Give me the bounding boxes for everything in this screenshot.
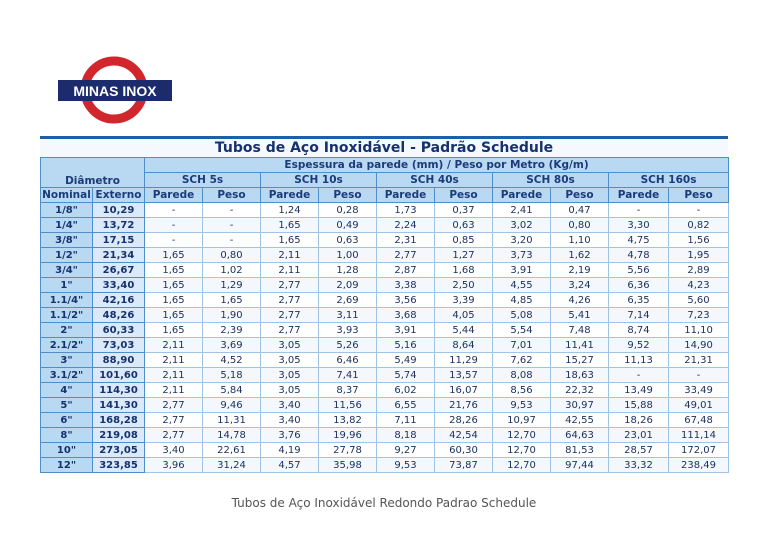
wall-cell: 28,57 [609, 443, 669, 458]
weight-cell: 3,93 [319, 323, 377, 338]
weight-cell: 4,23 [669, 278, 729, 293]
external-cell: 73,03 [93, 338, 145, 353]
external-cell: 60,33 [93, 323, 145, 338]
wall-cell: 3,73 [493, 248, 551, 263]
weight-cell: 1,27 [435, 248, 493, 263]
table-row [41, 233, 729, 248]
image-caption: Tubos de Aço Inoxidável Redondo Padrao Schedule [231, 496, 537, 510]
wall-cell: 2,77 [261, 293, 319, 308]
weight-cell: 5,60 [669, 293, 729, 308]
external-cell: 13,72 [93, 218, 145, 233]
weight-cell: 81,53 [551, 443, 609, 458]
wall-cell: 9,52 [609, 338, 669, 353]
weight-cell: 2,09 [319, 278, 377, 293]
weight-cell: - [203, 233, 261, 248]
wall-cell: 5,49 [377, 353, 435, 368]
nominal-cell: 4" [41, 383, 93, 398]
diameter-header: Diâmetro [41, 158, 145, 188]
weight-cell: 6,46 [319, 353, 377, 368]
wall-cell: 3,91 [493, 263, 551, 278]
weight-cell: 1,10 [551, 233, 609, 248]
weight-cell: 2,39 [203, 323, 261, 338]
weight-cell: 1,65 [203, 293, 261, 308]
weight-cell: 3,69 [203, 338, 261, 353]
wall-cell: 2,77 [145, 413, 203, 428]
weight-cell: 7,48 [551, 323, 609, 338]
wall-cell: 1,65 [145, 248, 203, 263]
wall-cell: 15,88 [609, 398, 669, 413]
table-row [41, 443, 729, 458]
minas-inox-logo [40, 55, 190, 125]
weight-cell: 97,44 [551, 458, 609, 473]
nominal-header: Nominal [42, 189, 91, 201]
table-row [41, 368, 729, 383]
weight-cell: 111,14 [669, 428, 729, 443]
weight-cell: 1,56 [669, 233, 729, 248]
nominal-cell: 3/4" [41, 263, 93, 278]
external-cell: 168,28 [93, 413, 145, 428]
external-cell: 219,08 [93, 428, 145, 443]
wall-cell: 4,78 [609, 248, 669, 263]
wall-cell: 1,73 [377, 203, 435, 218]
weight-cell: 0,82 [669, 218, 729, 233]
table-row [41, 398, 729, 413]
wall-cell: 23,01 [609, 428, 669, 443]
wall-cell: 4,19 [261, 443, 319, 458]
weight-cell: 21,76 [435, 398, 493, 413]
wall-cell: 4,75 [609, 233, 669, 248]
wall-header: Parede [493, 188, 551, 203]
weight-cell: 5,41 [551, 308, 609, 323]
external-cell: 88,90 [93, 353, 145, 368]
wall-cell: 4,55 [493, 278, 551, 293]
wall-cell: 1,65 [145, 278, 203, 293]
wall-cell: 2,11 [145, 353, 203, 368]
wall-cell: 2,77 [377, 248, 435, 263]
weight-cell: 7,41 [319, 368, 377, 383]
sch10s-header: SCH 10s [261, 173, 377, 188]
wall-cell: 5,54 [493, 323, 551, 338]
weight-cell: 14,90 [669, 338, 729, 353]
wall-cell: 3,02 [493, 218, 551, 233]
weight-cell: 13,57 [435, 368, 493, 383]
external-cell: 26,67 [93, 263, 145, 278]
weight-cell: 3,24 [551, 278, 609, 293]
weight-cell: 2,69 [319, 293, 377, 308]
table-row [41, 248, 729, 263]
weight-cell: 11,10 [669, 323, 729, 338]
weight-cell: 4,05 [435, 308, 493, 323]
wall-cell: - [609, 368, 669, 383]
weight-cell: 1,28 [319, 263, 377, 278]
wall-cell: 3,96 [145, 458, 203, 473]
logo-text: MINAS INOX [73, 83, 157, 99]
wall-cell: 1,24 [261, 203, 319, 218]
table-row [41, 293, 729, 308]
weight-cell: 28,26 [435, 413, 493, 428]
nominal-cell: 10" [41, 443, 93, 458]
table-row [41, 338, 729, 353]
external-cell: 273,05 [93, 443, 145, 458]
wall-cell: 9,27 [377, 443, 435, 458]
weight-header: Peso [551, 188, 609, 203]
table-title: Tubos de Aço Inoxidável - Padrão Schedule [214, 140, 554, 156]
weight-cell: 0,28 [319, 203, 377, 218]
weight-cell: 73,87 [435, 458, 493, 473]
wall-cell: 13,49 [609, 383, 669, 398]
wall-cell: 9,53 [493, 398, 551, 413]
wall-cell: 7,14 [609, 308, 669, 323]
wall-header: Parede [609, 188, 669, 203]
wall-cell: 5,74 [377, 368, 435, 383]
weight-cell: 16,07 [435, 383, 493, 398]
weight-cell: 27,78 [319, 443, 377, 458]
wall-cell: 6,02 [377, 383, 435, 398]
wall-cell: 2,77 [261, 308, 319, 323]
weight-cell: 14,78 [203, 428, 261, 443]
wall-cell: - [145, 233, 203, 248]
weight-cell: 18,63 [551, 368, 609, 383]
external-cell: 21,34 [93, 248, 145, 263]
schedule-table [40, 157, 729, 473]
weight-cell: 0,85 [435, 233, 493, 248]
wall-cell: 3,30 [609, 218, 669, 233]
weight-cell: 21,31 [669, 353, 729, 368]
weight-cell: 11,56 [319, 398, 377, 413]
thickness-header: Espessura da parede (mm) / Peso por Metro (Kg/m) [145, 158, 729, 173]
external-cell: 114,30 [93, 383, 145, 398]
external-cell: 323,85 [93, 458, 145, 473]
nominal-cell: 1.1/4" [41, 293, 93, 308]
weight-cell: 4,26 [551, 293, 609, 308]
weight-cell: 11,41 [551, 338, 609, 353]
weight-cell: 1,02 [203, 263, 261, 278]
wall-cell: 18,26 [609, 413, 669, 428]
weight-cell: 11,29 [435, 353, 493, 368]
weight-cell: 19,96 [319, 428, 377, 443]
wall-cell: 2,24 [377, 218, 435, 233]
wall-cell: 3,40 [261, 413, 319, 428]
nominal-cell: 3.1/2" [41, 368, 93, 383]
nominal-cell: 1/4" [41, 218, 93, 233]
nominal-cell: 12" [41, 458, 93, 473]
weight-cell: 2,19 [551, 263, 609, 278]
weight-cell: 42,55 [551, 413, 609, 428]
wall-cell: 7,01 [493, 338, 551, 353]
sch40s-header: SCH 40s [377, 173, 493, 188]
external-cell: 33,40 [93, 278, 145, 293]
wall-cell: 12,70 [493, 458, 551, 473]
weight-cell: 7,23 [669, 308, 729, 323]
wall-cell: 1,65 [261, 218, 319, 233]
weight-cell: 1,00 [319, 248, 377, 263]
sch5s-header: SCH 5s [145, 173, 261, 188]
table-row [41, 308, 729, 323]
weight-cell: 238,49 [669, 458, 729, 473]
nominal-cell: 1" [41, 278, 93, 293]
wall-cell: 2,41 [493, 203, 551, 218]
wall-cell: 3,40 [145, 443, 203, 458]
wall-cell: 2,87 [377, 263, 435, 278]
wall-cell: 3,91 [377, 323, 435, 338]
nominal-cell: 3" [41, 353, 93, 368]
wall-cell: 2,11 [261, 263, 319, 278]
weight-cell: 2,50 [435, 278, 493, 293]
weight-cell: 22,61 [203, 443, 261, 458]
wall-header: Parede [261, 188, 319, 203]
wall-cell: 3,38 [377, 278, 435, 293]
weight-cell: 30,97 [551, 398, 609, 413]
weight-header: Peso [203, 188, 261, 203]
weight-cell: 5,44 [435, 323, 493, 338]
weight-cell: 0,80 [203, 248, 261, 263]
wall-cell: - [145, 218, 203, 233]
weight-header: Peso [435, 188, 493, 203]
table-row [41, 413, 729, 428]
weight-cell: 3,11 [319, 308, 377, 323]
weight-cell: 172,07 [669, 443, 729, 458]
weight-cell: 4,52 [203, 353, 261, 368]
wall-cell: 3,20 [493, 233, 551, 248]
weight-cell: 9,46 [203, 398, 261, 413]
wall-cell: 4,85 [493, 293, 551, 308]
wall-cell: 1,65 [145, 308, 203, 323]
table-row [41, 458, 729, 473]
nominal-cell: 2" [41, 323, 93, 338]
weight-cell: 22,32 [551, 383, 609, 398]
weight-cell: 1,68 [435, 263, 493, 278]
weight-cell: 1,29 [203, 278, 261, 293]
wall-cell: 2,77 [261, 323, 319, 338]
weight-cell: 42,54 [435, 428, 493, 443]
weight-cell: 2,89 [669, 263, 729, 278]
wall-cell: 2,77 [145, 398, 203, 413]
wall-cell: 5,16 [377, 338, 435, 353]
wall-cell: 33,32 [609, 458, 669, 473]
wall-cell: 1,65 [145, 293, 203, 308]
wall-cell: 10,97 [493, 413, 551, 428]
sch80s-header: SCH 80s [493, 173, 609, 188]
wall-cell: 7,62 [493, 353, 551, 368]
nominal-cell: 1/8" [41, 203, 93, 218]
wall-cell: 2,31 [377, 233, 435, 248]
table-body [41, 203, 729, 473]
weight-cell: 33,49 [669, 383, 729, 398]
wall-cell: 3,76 [261, 428, 319, 443]
nominal-cell: 1.1/2" [41, 308, 93, 323]
weight-cell: 5,26 [319, 338, 377, 353]
wall-cell: 3,56 [377, 293, 435, 308]
wall-cell: 8,74 [609, 323, 669, 338]
weight-cell: 13,82 [319, 413, 377, 428]
weight-cell: 0,80 [551, 218, 609, 233]
wall-cell: 8,56 [493, 383, 551, 398]
weight-cell: 1,95 [669, 248, 729, 263]
wall-cell: 2,11 [145, 368, 203, 383]
wall-cell: 3,05 [261, 383, 319, 398]
nominal-cell: 3/8" [41, 233, 93, 248]
wall-header: Parede [377, 188, 435, 203]
wall-cell: 9,53 [377, 458, 435, 473]
wall-cell: 12,70 [493, 428, 551, 443]
wall-cell: 3,05 [261, 338, 319, 353]
weight-cell: 0,49 [319, 218, 377, 233]
external-cell: 101,60 [93, 368, 145, 383]
schedule-table-card [40, 136, 728, 473]
nominal-cell: 2.1/2" [41, 338, 93, 353]
sch160s-header: SCH 160s [609, 173, 729, 188]
wall-cell: - [145, 203, 203, 218]
weight-cell: 8,37 [319, 383, 377, 398]
table-row [41, 353, 729, 368]
weight-header: Peso [669, 188, 729, 203]
external-cell: 141,30 [93, 398, 145, 413]
wall-cell: 3,05 [261, 368, 319, 383]
wall-cell: 5,56 [609, 263, 669, 278]
external-header: Externo [93, 188, 145, 203]
weight-header: Peso [319, 188, 377, 203]
external-cell: 10,29 [93, 203, 145, 218]
weight-cell: 1,90 [203, 308, 261, 323]
weight-cell: 60,30 [435, 443, 493, 458]
wall-header: Parede [145, 188, 203, 203]
wall-cell: 6,36 [609, 278, 669, 293]
table-row [41, 383, 729, 398]
wall-cell: 1,65 [145, 323, 203, 338]
wall-cell: 6,35 [609, 293, 669, 308]
weight-cell: 64,63 [551, 428, 609, 443]
table-row [41, 278, 729, 293]
external-cell: 48,26 [93, 308, 145, 323]
wall-cell: 2,11 [145, 338, 203, 353]
weight-cell: 0,63 [319, 233, 377, 248]
wall-cell: 11,13 [609, 353, 669, 368]
wall-cell: 2,77 [261, 278, 319, 293]
wall-cell: 8,08 [493, 368, 551, 383]
weight-cell: 5,84 [203, 383, 261, 398]
wall-cell: 1,65 [145, 263, 203, 278]
wall-cell: 2,11 [261, 248, 319, 263]
weight-cell: 49,01 [669, 398, 729, 413]
wall-cell: 8,18 [377, 428, 435, 443]
weight-cell: 15,27 [551, 353, 609, 368]
weight-cell: 5,18 [203, 368, 261, 383]
weight-cell: 67,48 [669, 413, 729, 428]
wall-cell: 3,05 [261, 353, 319, 368]
nominal-cell: 6" [41, 413, 93, 428]
weight-cell: - [669, 368, 729, 383]
wall-cell: 4,57 [261, 458, 319, 473]
external-cell: 17,15 [93, 233, 145, 248]
table-row [41, 203, 729, 218]
wall-cell: 12,70 [493, 443, 551, 458]
weight-cell: - [203, 218, 261, 233]
weight-cell: 3,39 [435, 293, 493, 308]
wall-cell: 3,40 [261, 398, 319, 413]
table-row [41, 218, 729, 233]
nominal-cell: 8" [41, 428, 93, 443]
weight-cell: 0,63 [435, 218, 493, 233]
nominal-cell: 5" [41, 398, 93, 413]
table-row [41, 263, 729, 278]
weight-cell: 1,62 [551, 248, 609, 263]
table-row [41, 428, 729, 443]
wall-cell: 1,65 [261, 233, 319, 248]
external-cell: 42,16 [93, 293, 145, 308]
weight-cell: 0,37 [435, 203, 493, 218]
weight-cell: - [203, 203, 261, 218]
wall-cell: 7,11 [377, 413, 435, 428]
weight-cell: 31,24 [203, 458, 261, 473]
table-row [41, 323, 729, 338]
weight-cell: 11,31 [203, 413, 261, 428]
wall-cell: - [609, 203, 669, 218]
nominal-cell: 1/2" [41, 248, 93, 263]
weight-cell: - [669, 203, 729, 218]
wall-cell: 3,68 [377, 308, 435, 323]
weight-cell: 0,47 [551, 203, 609, 218]
wall-cell: 2,77 [145, 428, 203, 443]
wall-cell: 2,11 [145, 383, 203, 398]
weight-cell: 35,98 [319, 458, 377, 473]
wall-cell: 6,55 [377, 398, 435, 413]
weight-cell: 8,64 [435, 338, 493, 353]
wall-cell: 5,08 [493, 308, 551, 323]
